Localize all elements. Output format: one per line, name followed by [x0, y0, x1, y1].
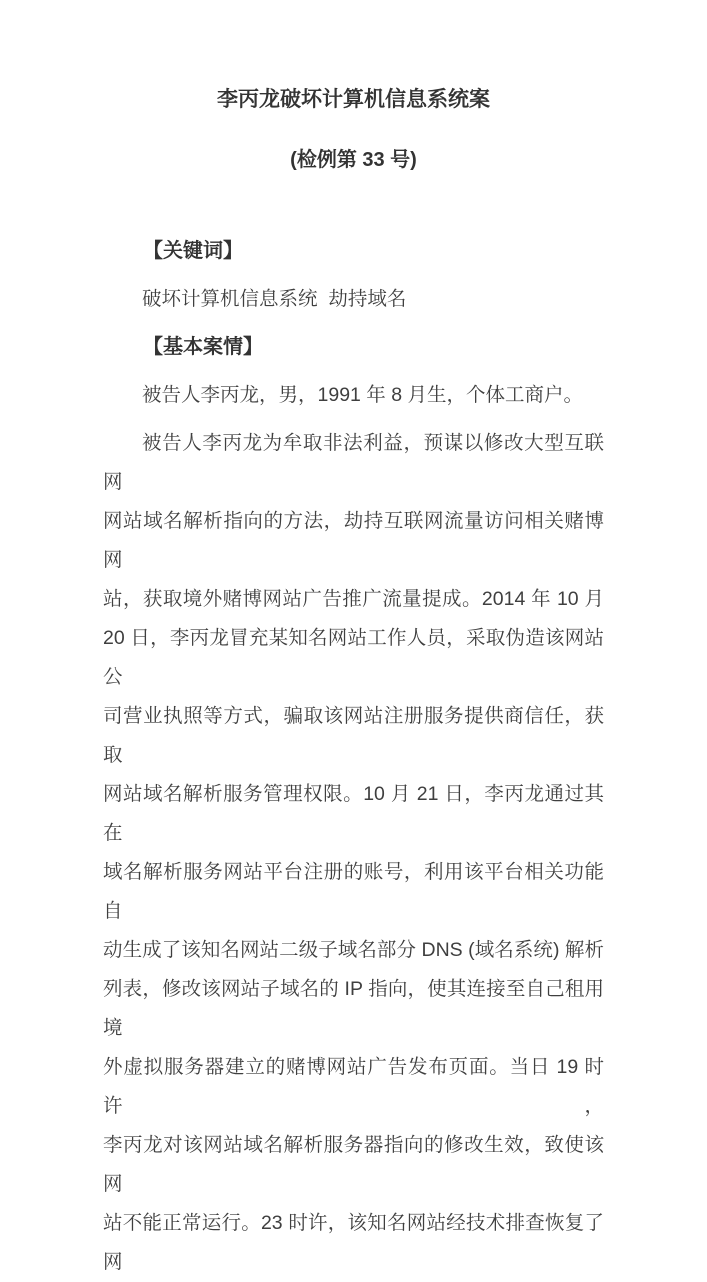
text-line: 李丙龙对该网站域名解析服务器指向的修改生效，致使该网 [103, 1134, 604, 1195]
text-line: 20 日，李丙龙冒充某知名网站工作人员，采取伪造该网站公 [103, 627, 604, 688]
keywords-text: 破坏计算机信息系统 劫持域名 [142, 288, 407, 310]
text-line: 动生成了该知名网站二级子域名部分 DNS (域名系统) 解析 [103, 939, 604, 961]
facts-section-heading: 【基本案情】 [143, 336, 263, 358]
text-line: 网站域名解析服务管理权限。10 月 21 日，李丙龙通过其在 [103, 783, 604, 844]
text-line: 站不能正常运行。23 时许，该知名网站经技术排查恢复了网 [103, 1212, 604, 1273]
text-line: 域名解析服务网站平台注册的账号，利用该平台相关功能自 [103, 861, 604, 922]
document-title: 李丙龙破坏计算机信息系统案 [217, 88, 490, 111]
text-line: 被告人李丙龙为牟取非法利益，预谋以修改大型互联网 [103, 432, 604, 493]
text-line: 站，获取境外赌博网站广告推广流量提成。2014 年 10 月 [103, 588, 604, 610]
facts-paragraph-case-details [103, 424, 604, 1282]
text-line: 外虚拟服务器建立的赌博网站广告发布页面。当日 19 时许， [103, 1056, 604, 1117]
keywords-section-heading: 【关键词】 [143, 240, 243, 262]
facts-paragraph-defendant: 被告人李丙龙，男，1991 年 8 月生，个体工商户。 [142, 384, 583, 406]
case-number: (检例第 33 号) [290, 149, 417, 171]
text-line: 网站域名解析指向的方法，劫持互联网流量访问相关赌博网 [103, 510, 604, 571]
text-line: 列表，修改该网站子域名的 IP 指向，使其连接至自己租用境 [103, 978, 604, 1039]
text-line: 司营业执照等方式，骗取该网站注册服务提供商信任，获取 [103, 705, 604, 766]
